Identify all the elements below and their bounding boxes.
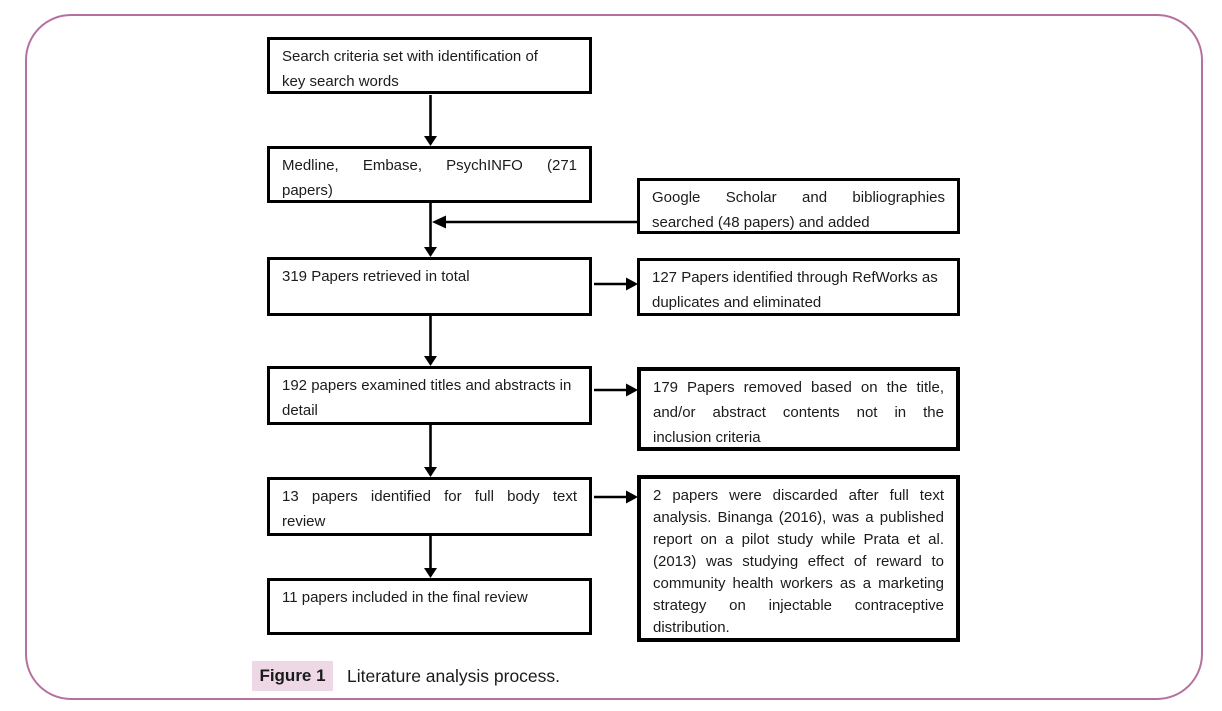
flow-box-databases: Medline, Embase, PsychINFO (271 papers) <box>267 146 592 203</box>
flow-box-final-review: 11 papers included in the final review <box>267 578 592 635</box>
flow-box-titles-abstracts-examined: 192 papers examined titles and abstracts in detail <box>267 366 592 425</box>
figure-caption: Literature analysis process. <box>347 665 561 686</box>
side-box-duplicates-eliminated: 127 Papers identified through RefWorks as duplicates and eliminated <box>637 258 960 316</box>
flow-box-full-text-review: 13 papers identified for full body text review <box>267 477 592 536</box>
side-box-google-scholar-added: Google Scholar and bibliographies searched (48 papers) and added <box>637 178 960 234</box>
flow-box-search-criteria: Search criteria set with identification of key search words <box>267 37 592 94</box>
side-box-discarded-after-full-text: 2 papers were discarded after full text analysis. Binanga (2016), was a published report on a pilot study while Prata et al. (2013) was studying effect of reward to community health workers as a marketing strategy on injectable contraceptive distribution. <box>637 475 960 642</box>
figure-number-label: Figure 1 <box>252 661 333 691</box>
flow-box-retrieved-total: 319 Papers retrieved in total <box>267 257 592 316</box>
figure-frame-border <box>25 14 1203 700</box>
side-box-removed-by-title-abstract: 179 Papers removed based on the title, and/or abstract contents not in the inclusion criteria <box>637 367 960 451</box>
